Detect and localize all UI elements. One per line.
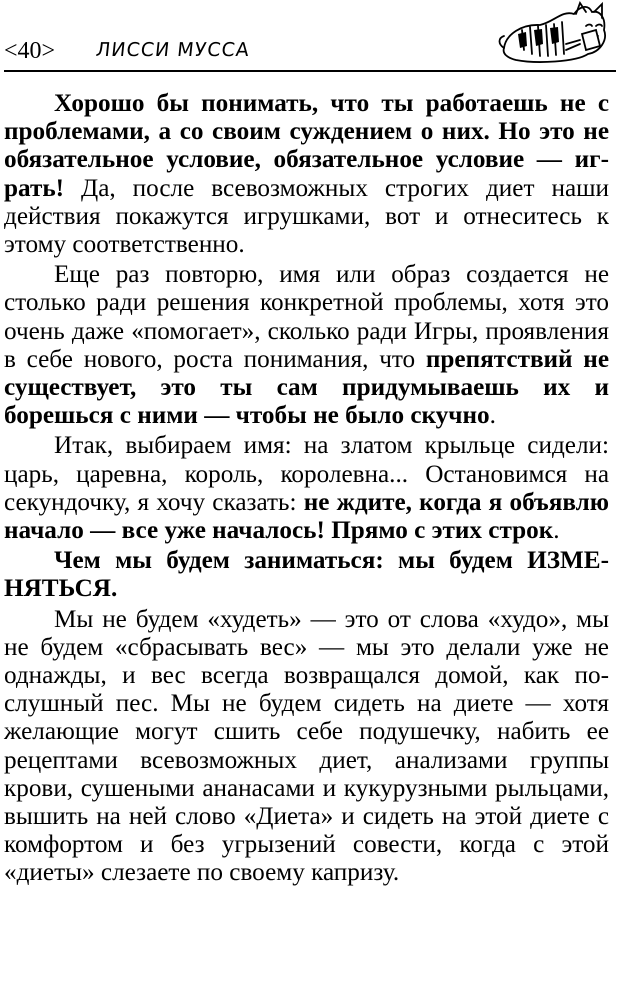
text: Итак, выбираем имя: на златом крыльце сидели: царь, царевна, король, королевна... Остановимся на секундочку, я хочу сказать: <box>4 432 609 516</box>
page-header <box>4 30 616 74</box>
text: Еще раз повторю, имя или образ создается не столько ради решения конкретной проблемы, хотя это очень даже «помогает», сколько ради Игры, проявления в себе нового, роста понимания, что <box>4 261 609 373</box>
paragraph <box>4 261 609 430</box>
header-rule <box>4 70 616 72</box>
text: Мы не будем «худеть» — это от слова «худо», мы не будем «сбрасывать вес» — мы это делали уже не однажды, и вес всегда возвращался домой, как послушный пес. Мы не будем сидеть на диете — хотя желающие могут сшить себе подушечку, набить ее рецептами всевозможных диет, анализами группы крови, сушеными ананасами и кукурузными рыльцами, вышить на ней слово «Диета» и сидеть на этой диете с комфортом и без угрызений совести, когда с этой «диеты» слезаете по своему капризу. <box>4 605 609 887</box>
text: . <box>489 402 496 430</box>
paragraph <box>4 606 609 888</box>
running-title: ЛИССИ МУССА <box>94 39 251 61</box>
page-number: <40> <box>4 38 56 64</box>
body-text <box>4 90 609 888</box>
bold-text: Чем мы будем заниматься: мы будем ИЗМЕНЯТЬСЯ. <box>4 547 609 603</box>
paragraph <box>4 432 609 545</box>
bold-text: Хорошо бы понимать, что ты работаешь не с проблемами, а со своим суждением о них. Но это не обязательное условие, обязательное условие — играть! <box>4 90 609 202</box>
paragraph <box>4 90 609 259</box>
text: Да, после всевозможных строгих диет наши действия покажутся игрушками, вот и отнеситесь к этому соответственно. <box>4 174 609 259</box>
paragraph <box>4 547 609 603</box>
text: . <box>553 517 560 545</box>
bold-text: не ждите, когда я объявлю начало — все уже началось! Прямо с этих строк <box>4 488 609 545</box>
bold-text: препятствий не существует, это ты сам придумываешь их и борешься с ними — чтобы не было скучно <box>4 345 610 430</box>
cat-illustration <box>496 0 616 70</box>
